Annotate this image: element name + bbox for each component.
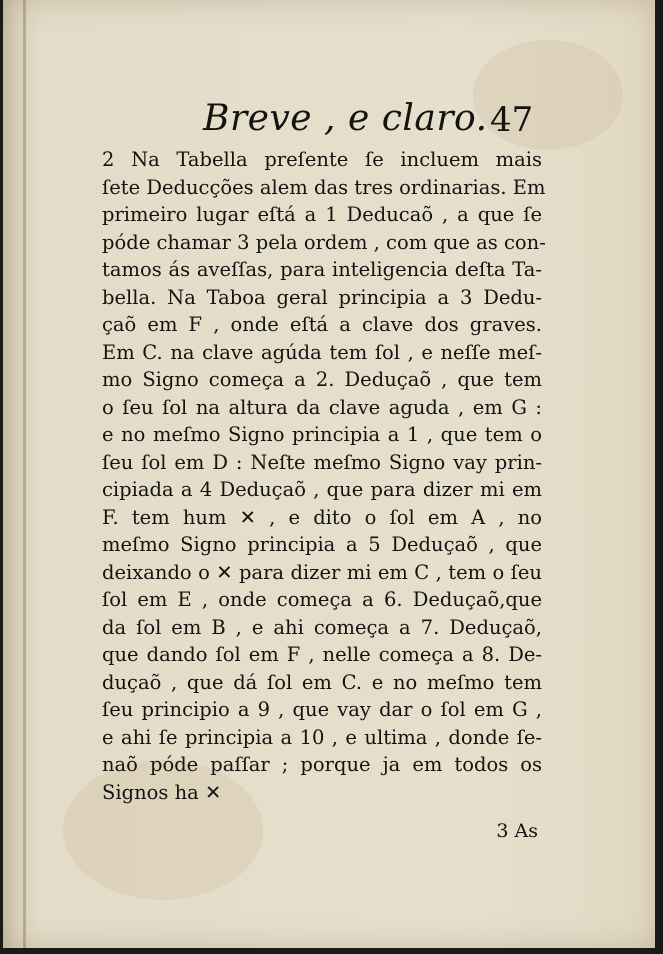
text-line: ſete Deducções alem das tres ordinarias. Em [102,175,546,199]
book-page [3,0,655,948]
text-line: ſeu ſol em D : Neſte meſmo Signo vay prin- [102,450,542,474]
text-line: Em C. na clave agúda tem ſol , e neſſe meſ- [102,340,542,364]
running-title: Breve , e claro. [203,98,488,139]
text-line: que dando ſol em F , nelle começa a 8. De- [102,643,542,666]
text-line: deixando o ✕ para dizer mi em C , tem o ſeu [102,560,542,584]
text-line: çaõ em F , onde eſtá a clave dos graves. [102,313,542,336]
text-line: mo Signo começa a 2. Deduçaõ , que tem [102,368,542,391]
body-text [102,146,546,806]
page-gutter [23,0,26,948]
text-line: o ſeu ſol na altura da clave aguda , em G : [102,395,542,419]
page-number: 47 [490,100,534,140]
text-line: ſol em E , onde começa a 6. Deduçaõ,que [102,588,542,611]
text-line: meſmo Signo principia a 5 Deduçaõ , que [102,533,542,556]
text-line: cipiada a 4 Deduçaõ , que para dizer mi em [102,478,542,501]
text-line: póde chamar 3 pela ordem , com que as con- [102,230,546,254]
text-line: da ſol em B , e ahi começa a 7. Deduçaõ, [102,615,542,639]
running-head [102,98,542,144]
text-line: tamos ás aveſſas, para inteligencia deſta Ta- [102,258,542,281]
text-line: bella. Na Taboa geral principia a 3 Dedu- [102,285,542,309]
text-line: 2 Na Tabella preſente ſe incluem mais [102,148,542,171]
text-line: F. tem hum ✕ , e dito o ſol em A , no [102,505,542,529]
text-line: duçaõ , que dá ſol em C. e no meſmo tem [102,670,542,694]
text-line: e ahi ſe principia a 10 , e ultima , donde ſe- [102,725,542,749]
text-line: naõ póde paſſar ; porque ja em todos os [102,753,542,776]
text-line: Signos ha ✕ [102,780,222,804]
text-block [102,98,546,850]
text-line: e no meſmo Signo principia a 1 , que tem o [102,423,542,446]
text-line: ſeu principio a 9 , que vay dar o ſol em G , [102,698,542,721]
catchword-row [102,820,542,850]
catchword: 3 As [496,820,538,842]
text-line: primeiro lugar eſtá a 1 Deducaõ , a que ſe [102,203,542,226]
